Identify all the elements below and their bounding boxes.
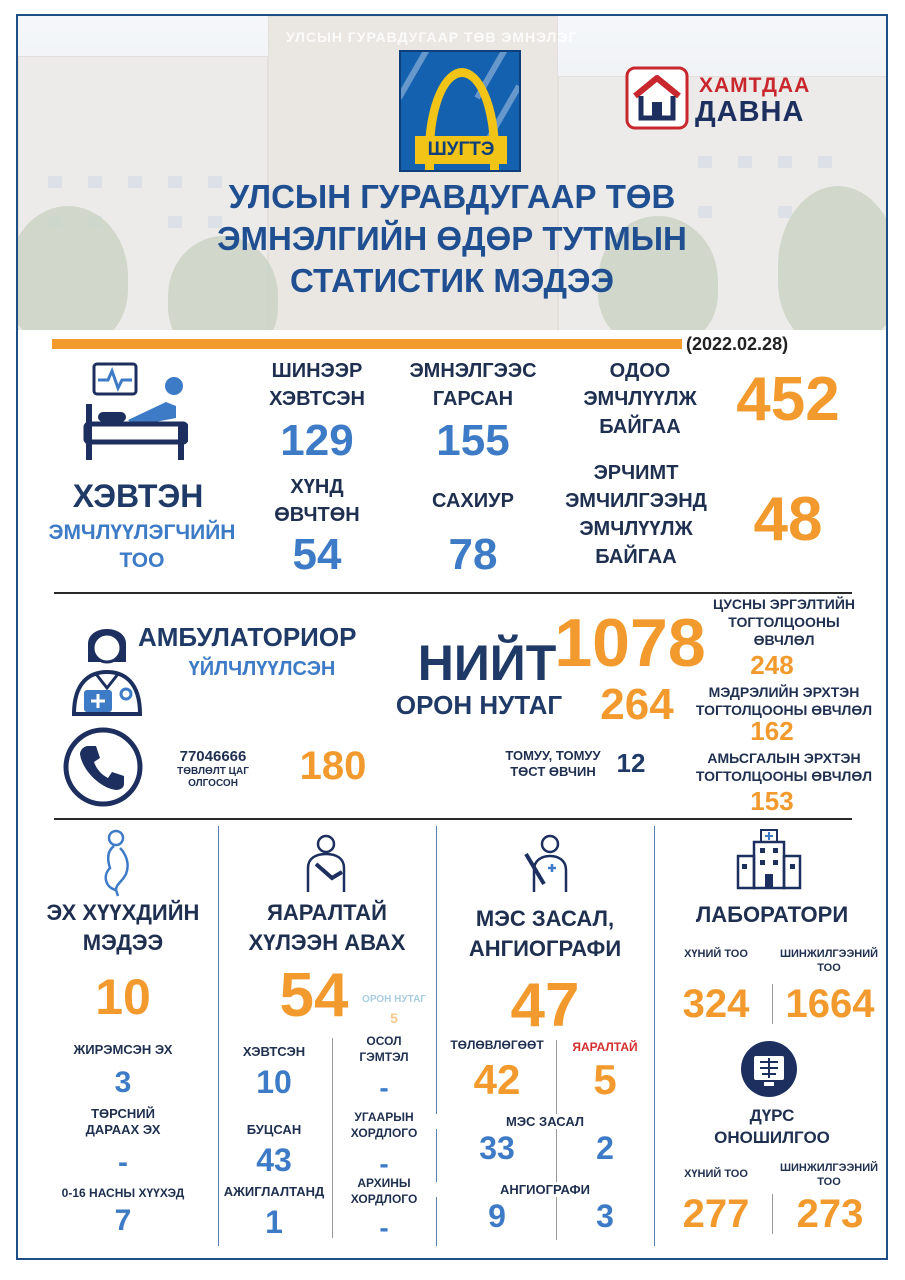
child-label: 0-16 НАСНЫ ХҮҮХЭД [61,1186,185,1200]
hospital-building-icon [734,828,804,890]
lab-tests-label-2: ТОО [817,962,841,974]
maternal-heading-2: МЭДЭЭ [82,930,164,955]
hospital-logo-text: ШУГТЭ [415,136,507,164]
current-label-1: ОДОО [609,360,671,382]
imaging-people-label: ХҮНИЙ ТОО [684,1168,748,1180]
inpatient-subheading-1: ЭМЧЛҮҮЛЭГЧИЙН [48,521,236,544]
flu-label-1: ТОМУУ, ТОМУУ [505,748,601,763]
pregnant-woman-icon [96,828,140,898]
rural-value: 264 [600,680,674,729]
co-value: - [379,1148,389,1179]
surgery-heading-2: АНГИОГРАФИ [468,936,622,961]
neuro-value: 162 [750,716,794,746]
icu-value: 48 [753,485,823,554]
lab-people-value: 324 [682,982,750,1026]
planned-label: ТӨЛӨВЛӨГӨӨТ [450,1038,544,1052]
postnatal-label-1: ТӨРСНИЙ [91,1106,155,1121]
column-divider [218,826,219,1246]
hotline-value: 180 [299,744,367,788]
urgent-label: ЯАРАЛТАЙ [572,1040,638,1054]
accident-label-1: ОСОЛ [366,1034,402,1048]
planned-value: 42 [473,1056,521,1103]
imaging-people-value: 277 [682,1192,750,1236]
inpatient-subheading-2: ТОО [119,549,165,572]
surgeon-icon [522,834,572,894]
postnatal-label-2: ДАРААХ ЭХ [85,1122,161,1137]
hotline-label-2: ОЛГОСОН [188,778,238,789]
campaign-logo [625,64,839,136]
surgery-sub-label: МЭС ЗАСАЛ [436,1114,654,1129]
co-label-1: УГААРЫН [354,1110,414,1124]
current-label-3: БАЙГАА [599,416,681,438]
lab-heading: ЛАБОРАТОРИ [695,902,849,927]
emergency-split [332,1038,333,1238]
lab-split [772,984,773,1024]
angio-urgent-value: 3 [596,1198,614,1234]
angio-sub-label: АНГИОГРАФИ [436,1182,654,1197]
title-line-1: УЛСЫН ГУРАВДУГААР ТӨВ [228,178,676,215]
circ-label-2: ТОГТОЛЦООНЫ [728,614,840,630]
observation-label: АЖИГЛАЛТАНД [223,1184,325,1199]
angio-planned-value: 9 [488,1198,506,1234]
building-sign: УЛСЫН ГУРАВДУГААР ТӨВ ЭМНЭЛЭГ [286,29,578,45]
maternal-heading-1: ЭХ ХҮҮХДИЙН [46,900,200,925]
campaign-logo-line1: ХАМТДАА [699,74,811,97]
neuro-label-2: ТОГТОЛЦООНЫ ӨВЧЛӨЛ [695,702,873,718]
campaign-logo-line2: ДАВНА [695,96,805,128]
discharged-label-1: ЭМНЭЛГЭЭС [409,360,537,382]
emergency-rural-label: ОРОН НУТАГ [362,994,426,1005]
severe-value: 54 [292,530,342,579]
emergency-heading-2: ХҮЛЭЭН АВАХ [248,930,406,955]
co-label-2: ХОРДЛОГО [350,1126,418,1140]
hotline-label-1: ТӨВЛӨЛТ ЦАГ [177,766,249,777]
flu-label-2: ТӨСТ ӨВЧИН [510,764,596,779]
phone-icon [62,726,144,808]
surgery-total: 47 [510,971,580,1040]
total-value: 1078 [554,605,706,681]
alcohol-value: - [379,1212,389,1243]
flu-value: 12 [616,748,646,778]
admitted-value: 10 [256,1064,292,1100]
column-divider [654,826,655,1246]
title-line-3: СТАТИСТИК МЭДЭЭ [290,262,614,299]
title-line-2: ЭМНЭЛГИЙН ӨДӨР ТУТМЫН [217,220,687,257]
circ-value: 248 [750,650,794,680]
urgent-value: 5 [593,1056,617,1103]
emergency-total: 54 [279,961,349,1030]
surgery-planned-value: 33 [479,1130,515,1166]
resp-label-1: АМЬСГАЛЫН ЭРХТЭН [707,750,861,766]
icu-label-1: ЭРЧИМТ [593,462,679,484]
outpatient-heading: АМБУЛАТОРИОР [138,622,357,652]
lab-tests-value: 1664 [785,982,875,1026]
rural-label: ОРОН НУТАГ [395,690,563,720]
injured-person-icon [302,834,352,894]
report-date: (2022.02.28) [686,334,789,354]
maternal-total: 10 [95,969,151,1025]
current-value: 452 [736,365,840,434]
pregnant-label: ЖИРЭМСЭН ЭХ [73,1042,173,1057]
severe-label-2: ӨВЧТӨН [274,504,360,526]
alcohol-label-2: ХОРДЛОГО [350,1192,418,1206]
observation-value: 1 [265,1204,283,1240]
icu-label-3: ЭМЧЛҮҮЛЖ [579,518,693,540]
neuro-label-1: МЭДРЭЛИЙН ЭРХТЭН [708,684,860,700]
resp-label-2: ТОГТОЛЦООНЫ ӨВЧЛӨЛ [695,768,873,784]
infographic [16,14,888,1260]
page-title [18,176,886,302]
hero-banner [18,16,886,330]
discharged-label-2: ГАРСАН [432,388,514,410]
surgery-split [556,1040,557,1240]
emergency-heading-1: ЯАРАЛТАЙ [267,900,387,925]
lab-tests-label-1: ШИНЖИЛГЭЭНИЙ [779,948,879,960]
new-admitted-label-2: ХЭВТСЭН [269,388,365,410]
admitted-label: ХЭВТСЭН [242,1044,306,1059]
lab-people-label: ХҮНИЙ ТОО [684,948,748,960]
hospital-logo [399,50,521,172]
hotline-number: 77046666 [179,748,247,765]
imaging-heading-1: ДҮРС [749,1106,795,1125]
emergency-rural-value: 5 [390,1010,398,1026]
new-admitted-label-1: ШИНЭЭР [271,360,363,382]
diabetes-label: САХИУР [432,490,514,512]
hospital-bed-icon [78,362,188,462]
current-label-2: ЭМЧЛҮҮЛЖ [583,388,697,410]
imaging-tests-label-1: ШИНЖИЛГЭЭНИЙ [779,1162,879,1174]
returned-label: БУЦСАН [246,1122,302,1137]
section-divider [54,592,852,594]
surgery-heading-1: МЭС ЗАСАЛ, [475,906,615,931]
accident-label-2: ГЭМТЭЛ [359,1050,409,1064]
discharged-value: 155 [436,416,510,465]
outpatient-subheading: ҮЙЛЧЛҮҮЛСЭН [188,658,336,680]
circ-label-3: ӨВЧЛӨЛ [753,632,815,648]
total-label: НИЙТ [417,635,557,691]
resp-value: 153 [750,786,794,816]
xray-icon [740,1040,798,1098]
returned-value: 43 [256,1142,292,1178]
diabetes-value: 78 [448,530,498,579]
surgery-urgent-value: 2 [596,1130,614,1166]
icu-label-2: ЭМЧИЛГЭЭНД [565,490,707,512]
section-divider [54,818,852,820]
pregnant-value: 3 [114,1066,132,1099]
orange-divider [52,339,682,349]
alcohol-label-1: АРХИНЫ [357,1176,411,1190]
circ-label-1: ЦУСНЫ ЭРГЭЛТИЙН [712,596,856,612]
child-value: 7 [114,1204,132,1237]
accident-value: - [379,1072,389,1103]
house-icon [625,66,689,130]
icu-label-4: БАЙГАА [595,546,677,568]
postnatal-value: - [118,1146,128,1179]
imaging-tests-value: 273 [796,1192,864,1236]
doctor-icon [66,616,148,716]
imaging-tests-label-2: ТОО [817,1176,841,1188]
new-admitted-value: 129 [280,416,354,465]
imaging-heading-2: ОНОШИЛГОО [714,1128,830,1147]
inpatient-heading: ХЭВТЭН [72,478,204,514]
imaging-split [772,1194,773,1234]
severe-label-1: ХҮНД [290,476,344,498]
